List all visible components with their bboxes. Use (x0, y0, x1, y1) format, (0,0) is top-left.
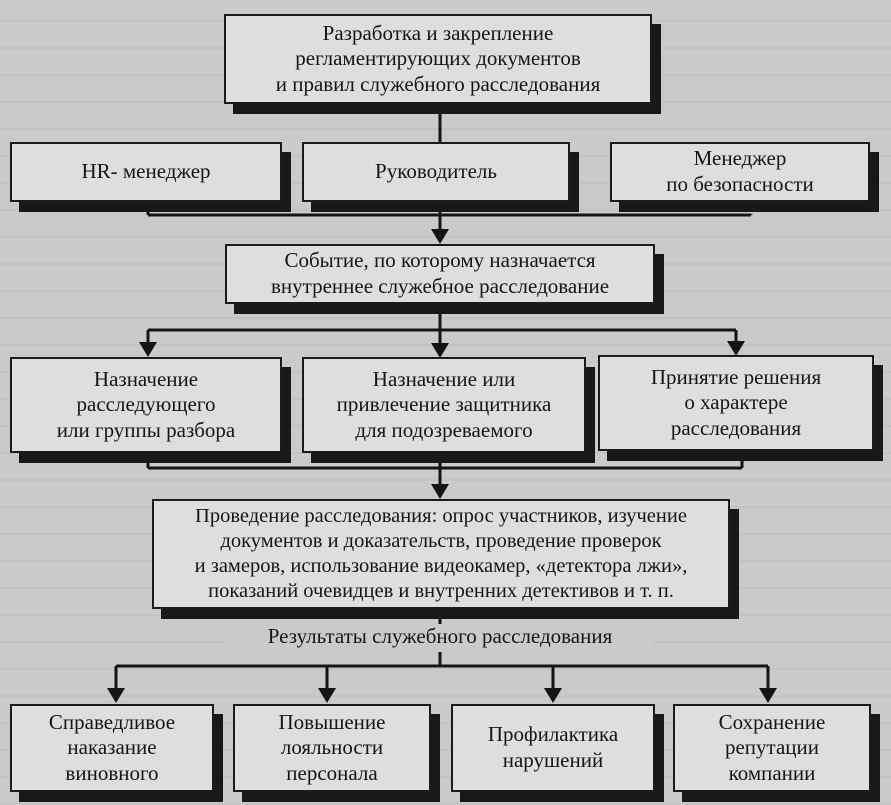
hr-manager-box: HR- менеджер (10, 142, 282, 202)
arrowhead-outcome-3 (544, 688, 562, 703)
outcome-punishment-box: Справедливое наказание виновного (10, 704, 214, 792)
arrowhead-outcome-1 (107, 688, 125, 703)
arrowhead-outcome-2 (318, 688, 336, 703)
arrowhead-action-right (727, 341, 745, 356)
arrowhead-event (431, 229, 449, 244)
manager-box: Руководитель (302, 142, 570, 202)
arrowhead-action-left (139, 342, 157, 357)
arrowhead-action-center (431, 343, 449, 358)
arrowhead-investigation (431, 484, 449, 499)
defender-box: Назначение или привлечение защитника для подозреваемого (302, 357, 586, 453)
appoint-investigator-box: Назначение расследующего или группы разбора (10, 357, 282, 453)
outcome-reputation-box: Сохранение репутации компании (673, 704, 871, 792)
event-box: Событие, по которому назначается внутреннее служебное расследование (225, 244, 655, 304)
outcome-prevention-box: Профилактика нарушений (451, 704, 655, 792)
security-manager-box: Менеджер по безопасности (610, 142, 870, 202)
outcome-loyalty-box: Повышение лояльности персонала (233, 704, 431, 792)
arrowhead-outcome-4 (759, 688, 777, 703)
results-label: Результаты служебного расследования (225, 624, 655, 652)
investigation-box: Проведение расследования: опрос участников, изучение документов и доказательств, проведение проверок и замеров, использование видеокамер, «детектора лжи», показаний очевидцев и внутренних детективов и т. п. (152, 499, 730, 609)
decision-box: Принятие решения о характере расследования (598, 355, 874, 451)
regulations-box: Разработка и закрепление регламентирующих документов и правил служебного расследования (224, 14, 652, 104)
